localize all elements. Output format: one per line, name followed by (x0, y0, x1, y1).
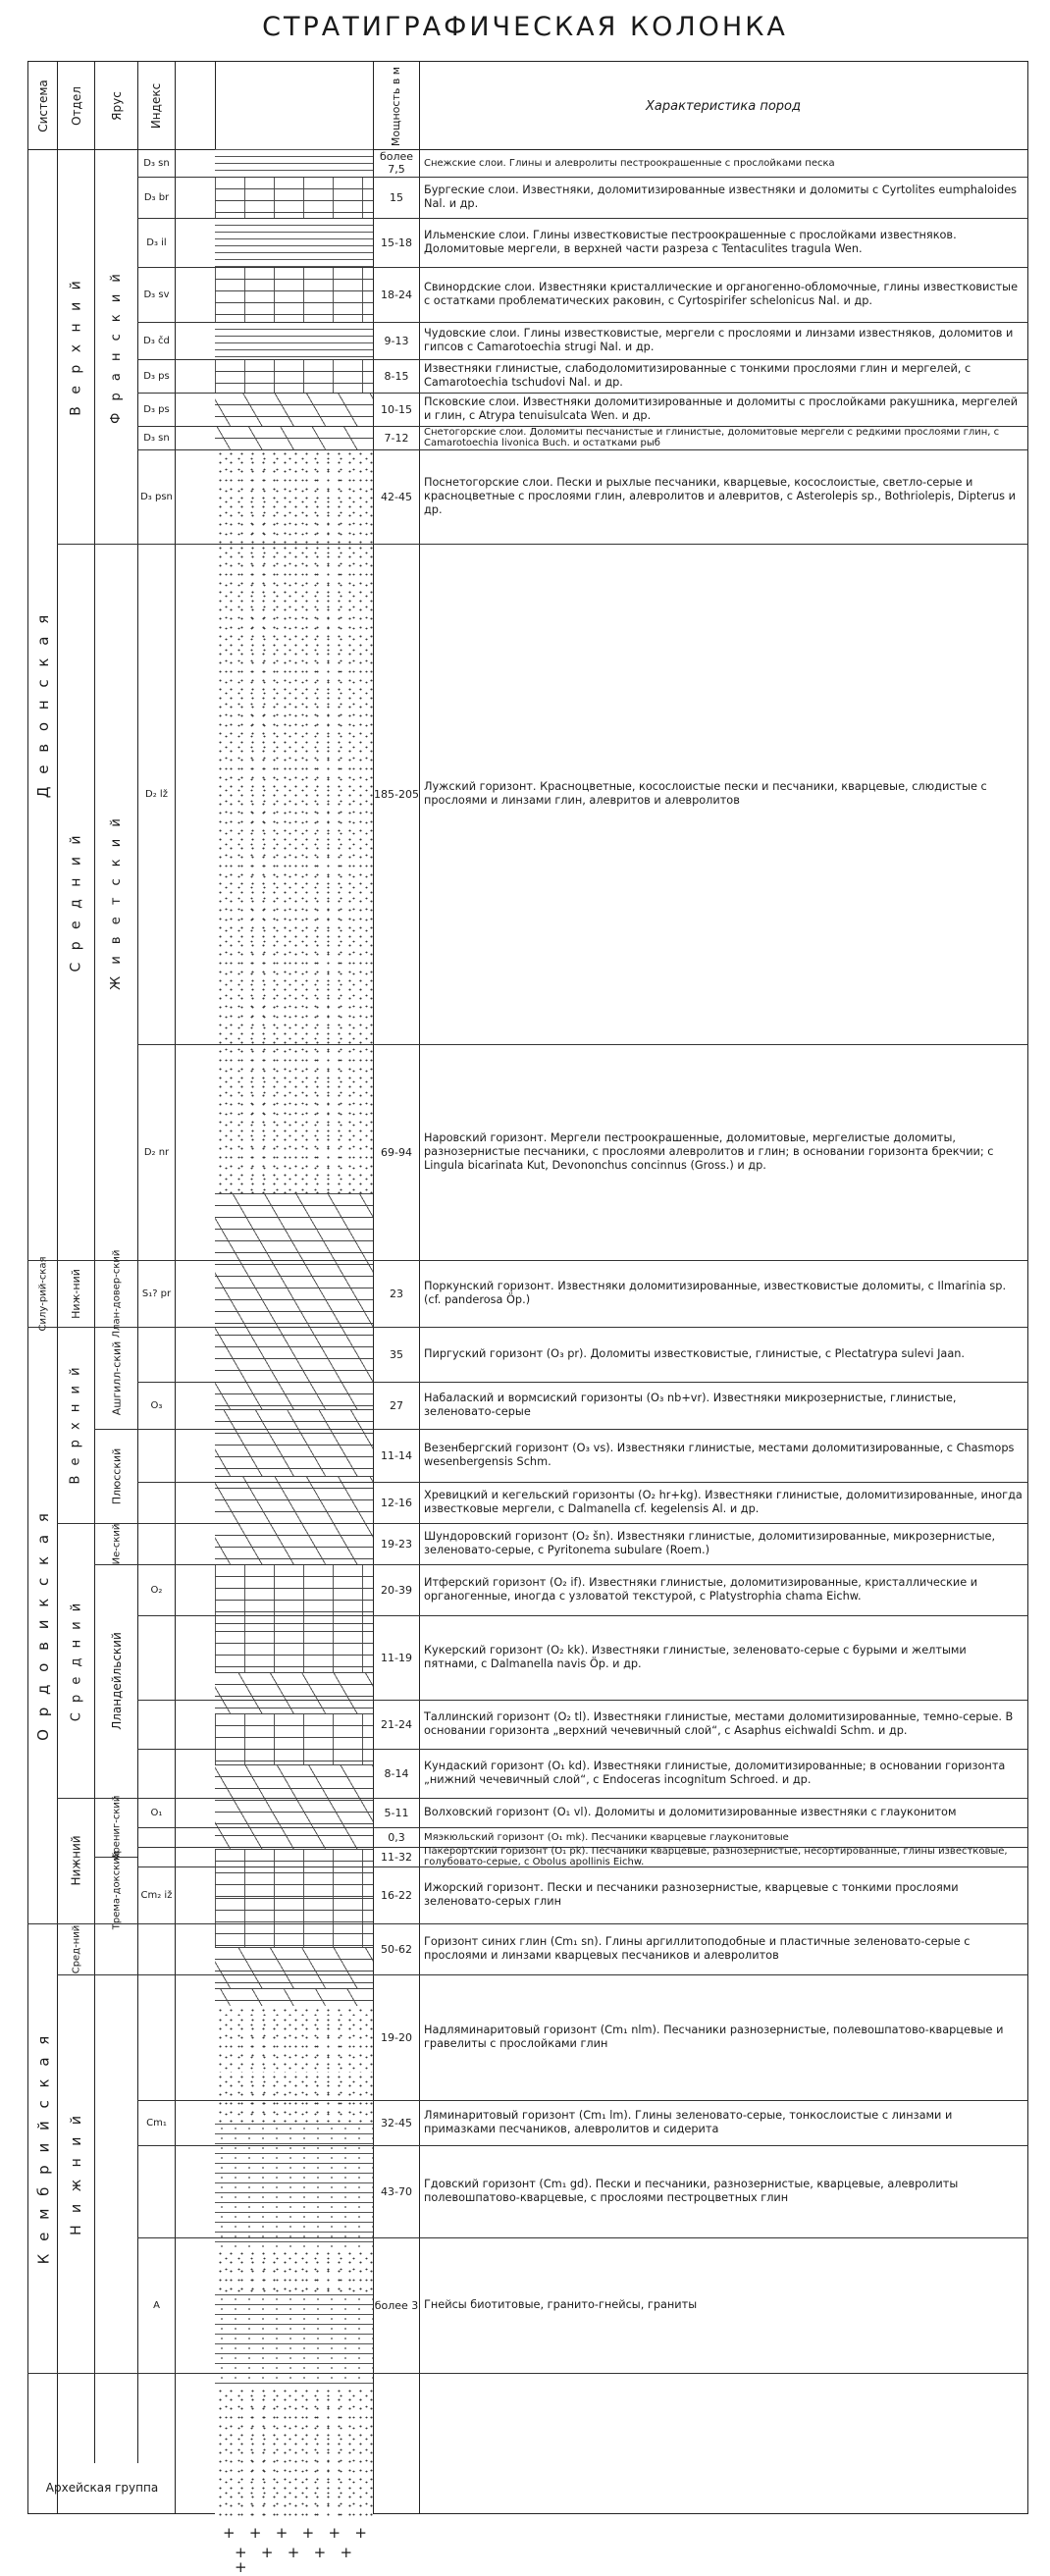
row-description-text: Хревицкий и кегельский горизонты (O₂ hr+kg). Известняки глинистые, доломитизированные, иногда известковые мергели, с Dalmanella cf. kegelensis Al. и др. (424, 1489, 1023, 1515)
row-description-text: Таллинский горизонт (O₂ tl). Известняки глинистые, местами доломитизированные, темно-серые. В основании горизонта „верхний чечевичный слой“, с Asaphus eichwaldi Schm. и др. (424, 1710, 1014, 1737)
row-index (138, 2145, 175, 2237)
lith-layer (215, 1476, 373, 1564)
row-description (424, 2145, 1023, 2237)
row-description (424, 1615, 1023, 1700)
header-thickness: Мощность в м (390, 66, 403, 146)
lith-layer (215, 2124, 373, 2249)
row-description-text: Шундоровский горизонт (O₂ šn). Известняки глинистые, доломитизированные, микрозернистые, зеленовато-серые, с Pyritonema subulare (Roem.) (424, 1530, 996, 1556)
row-thickness: 10-15 (381, 402, 412, 416)
row-index: D₂ lž (145, 788, 168, 800)
row-description-text: Ижорский горизонт. Пески и песчаники разнозернистые, кварцевые с тонкими прослоями зеленовато-серых глин (424, 1881, 959, 1908)
row-index (138, 1749, 175, 1798)
row-index: O₂ (150, 1584, 163, 1596)
row-thickness: 42-45 (381, 490, 412, 503)
row-description (424, 218, 1023, 267)
lith-layer-gneiss: + + + + + + + + + + + + (215, 2522, 373, 2566)
row-index: D₃ br (143, 191, 170, 203)
row-thickness: более 7,5 (379, 150, 414, 176)
row-index: D₃ psn (140, 491, 173, 502)
stage-llandovery: Ллан-довер-ский (111, 1249, 123, 1338)
row-thickness: 11-19 (381, 1651, 412, 1664)
row-thickness: 11-32 (381, 1850, 412, 1864)
row-thickness: 19-20 (381, 2030, 412, 2044)
row-description (424, 1866, 1023, 1923)
lith-layer (215, 1947, 373, 1988)
row-description-text: Лужский горизонт. Красноцветные, косослоистые пески и песчаники, кварцевые, слюдистые с прослоями и линзами глин, алевритов и алевролитов (424, 780, 987, 807)
row-description-text: Кукерский горизонт (O₂ kk). Известняки глинистые, зеленовато-серые с бурыми и желтыми пятнами, с Dalmanella navis Öp. и др. (424, 1644, 967, 1670)
system-ordovician: О р д о в и к с к а я (34, 1509, 53, 1741)
lith-layer (215, 1713, 373, 1764)
row-description (424, 1044, 1023, 1260)
row-description-text: Набалаский и вормсиский горизонты (O₃ nb+vr). Известняки микрозернистые, глинистые, зеленовато-серые (424, 1392, 957, 1418)
row-thickness: 19-23 (381, 1537, 412, 1551)
series-devonian-upper: В е р х н и й (68, 277, 84, 416)
row-description (424, 267, 1023, 322)
header-characteristics: Характеристика пород (646, 98, 801, 114)
stage-ashgill: Ашгилл-ский (110, 1341, 124, 1415)
row-description-text: Известняки глинистые, слабодоломитизированные с тонкими прослоями глин и мергелей, с Camarotoechia tschudovi Nal. и др. (424, 362, 971, 389)
row-thickness: 43-70 (381, 2184, 412, 2198)
row-thickness: более 3 (374, 2298, 419, 2312)
series-silurian-lower: Ниж-ний (70, 1268, 83, 1319)
row-description (424, 2100, 1023, 2145)
row-index (138, 1523, 175, 1564)
row-index: Cm₁ (146, 2117, 167, 2129)
row-thickness: 15-18 (381, 236, 412, 249)
lith-layer (215, 1988, 373, 2006)
boundary-rule (57, 1523, 137, 1524)
row-index: D₃ sn (143, 157, 170, 169)
row-description (424, 1482, 1023, 1523)
row-thickness: 35 (390, 1347, 403, 1361)
row-thickness: 32-45 (381, 2116, 412, 2129)
boundary-rule (94, 1429, 137, 1430)
lith-layer (215, 1764, 373, 1849)
lith-layer (215, 544, 373, 1193)
row-description-text: Ляминаритовый горизонт (Cm₁ lm). Глины зеленовато-серые, тонкослоистые с линзами и примазками песчаников, алевролитов и сидерита (424, 2109, 953, 2135)
row-thickness: 12-16 (381, 1496, 412, 1509)
lith-layer (215, 1409, 373, 1476)
row-index: O₁ (150, 1807, 163, 1818)
header-stage: Ярус (109, 91, 124, 121)
stage-plyussky: Плюсский (110, 1447, 124, 1504)
row-description (424, 359, 1023, 393)
row-description (424, 1382, 1023, 1429)
row-description (424, 449, 1023, 544)
row-description-text: Везенбергский горизонт (O₃ vs). Известняки глинистые, местами доломитизированные, с Chasmops wesenbergensis Schm. (424, 1442, 1015, 1468)
row-thickness: 50-62 (381, 1942, 412, 1956)
stage-arenig: Арениг-ский (111, 1795, 122, 1860)
row-description-text: Горизонт синих глин (Cm₁ sn). Глины аргиллитоподобные и пластичные зеленовато-серые с прослоями и линзами кварцевых песчаников и алевролитов (424, 1935, 971, 1962)
row-description (424, 1749, 1023, 1798)
series-ordovician-lower: Нижний (69, 1835, 83, 1886)
row-description (424, 322, 1023, 359)
series-cambrian-middle: Сред-ний (71, 1924, 82, 1973)
row-description-text: Чудовские слои. Глины известковистые, мергели с прослоями и линзами известняков, доломитов и гипсов с Camarotoechia strugi Nal. и др. (424, 327, 1014, 353)
stage-givetian: Ж и в е т с к и й (109, 814, 125, 990)
row-index (138, 1482, 175, 1523)
row-description-text: Свинордские слои. Известняки кристаллические и органогенно-обломочные, глины известковистые с остатками проблематических раковин, с Cyrtospirifer schelonicus Nal. и др. (424, 281, 1019, 307)
row-description-text: Ильменские слои. Глины известковистые пестроокрашенные с прослойками известняков. Доломитовые мергели, в верхней части разреза с Tentaculites tragula Wen. (424, 229, 957, 255)
page-title: СТРАТИГРАФИЧЕСКАЯ КОЛОНКА (262, 12, 788, 42)
row-description-text: Пиргуский горизонт (O₃ pr). Доломиты известковистые, глинистые, с Plectatrypa sulevi Jaan. (424, 1347, 966, 1360)
row-index: S₁? pr (141, 1288, 172, 1299)
row-description-text: Наровский горизонт. Мергели пестроокрашенные, доломитовые, мергелистые доломиты, разнозернистые песчаники, с прослоями алевролитов и глин; в основании горизонта брекчии; с Lingula bicarinata Kut, Devononchus concinnus (Gross.) и др. (424, 1131, 994, 1172)
row-index: D₃ il (146, 237, 167, 248)
row-description (424, 1923, 1023, 1974)
lith-layer (215, 449, 373, 544)
row-description-text: Пакерортский горизонт (O₁ pk). Песчаники кварцевые, разнозернистые, несортированные, глины известковые, голубовато-серые, с Obolus apollinis Eichw. (424, 1846, 1008, 1867)
row-index: D₃ sv (143, 289, 170, 300)
row-index: D₃ sn (143, 432, 170, 444)
row-description-text: Бургеские слои. Известняки, доломитизированные известняки и доломиты с Cyrtolites eumphaloides Nal. и др. (424, 184, 1018, 210)
row-thickness: 23 (390, 1287, 403, 1300)
row-index (138, 1429, 175, 1482)
lith-layer (215, 359, 373, 393)
boundary-rule (57, 1798, 137, 1799)
row-description (424, 2237, 1023, 2373)
boundary-rule (94, 1564, 137, 1565)
stage-ie: Ие-ский (111, 1523, 122, 1564)
row-description (424, 1564, 1023, 1615)
row-index: Cm₂ iž (140, 1889, 173, 1901)
row-thickness: 9-13 (384, 334, 409, 347)
row-description-text: Снежские слои. Глины и алевролиты пестроокрашенные с прослойками песка (424, 157, 835, 169)
row-description (424, 544, 1023, 1044)
row-index (138, 1974, 175, 2100)
lith-layer (215, 1849, 373, 1898)
header-index: Индекс (149, 82, 164, 130)
row-description-text: Гнейсы биотитовые, гранито-гнейсы, граниты (424, 2298, 698, 2311)
system-silurian: Силу-рий-ская (37, 1255, 49, 1332)
header-system: Система (36, 79, 50, 132)
lith-layer (215, 2073, 373, 2124)
stage-llandeilo: Лландейльский (109, 1632, 124, 1730)
series-cambrian-lower: Н и ж н и й (68, 2112, 84, 2235)
row-description (424, 1523, 1023, 1564)
row-bottom-rule (137, 2373, 1028, 2374)
lith-layer (215, 177, 373, 218)
row-index: O₃ (150, 1399, 163, 1411)
divider-index (175, 61, 176, 2514)
lith-layer (215, 267, 373, 322)
lith-layer (215, 426, 373, 449)
row-description (424, 1847, 1023, 1866)
lith-layer (215, 2016, 373, 2073)
row-description-text: Поснетогорские слои. Пески и рыхлые песчаники, кварцевые, косослоистые, светло-серые и красноцветные с прослоями глин, алевролитов и алевритов, с Asterolepis sp., Bothriolepis, Dipterus и др. (424, 476, 1016, 516)
row-thickness: 5-11 (384, 1806, 409, 1819)
row-description (424, 1429, 1023, 1482)
divider-characteristics (419, 61, 420, 2514)
row-index: D₃ ps (143, 403, 170, 415)
system-devonian: Д е в о н с к а я (34, 610, 53, 799)
lith-layer (215, 322, 373, 359)
row-index: D₃ čd (143, 335, 170, 346)
row-thickness: 27 (390, 1398, 403, 1412)
row-thickness: 15 (390, 190, 403, 204)
row-index (138, 1827, 175, 1847)
row-thickness: 8-15 (384, 369, 409, 383)
row-index: D₂ nr (143, 1146, 170, 1158)
row-description-text: Итферский горизонт (O₂ if). Известняки глинистые, доломитизированные, кристаллические и органогенные, иногда с узловатой текстурой, с Platystrophia chama Eichw. (424, 1576, 978, 1603)
row-index (138, 1923, 175, 1974)
system-cambrian: К е м б р и й с к а я (34, 2031, 53, 2265)
row-description (424, 1700, 1023, 1749)
row-description-text: Волховский горизонт (O₁ vl). Доломиты и доломитизированные известняки с глауконитом (424, 1806, 957, 1818)
row-description-text: Псковские слои. Известняки доломитизированные и доломиты с прослойками ракушника, мергелей и глин, с Atrypa tenuisulcata Wen. и др. (424, 395, 1019, 422)
row-index (138, 1615, 175, 1700)
row-thickness: 69-94 (381, 1145, 412, 1159)
row-thickness: 11-14 (381, 1448, 412, 1462)
row-description (424, 1327, 1023, 1382)
row-description-text: Снетогорские слои. Доломиты песчанистые и глинистые, доломитовые мергели с редкими прослоями глин, с Camarotoechia livonica Buch. и остатками рыб (424, 427, 1000, 448)
lith-layer (215, 2006, 373, 2016)
row-thickness: 0,3 (388, 1830, 405, 1844)
lith-layer (215, 2249, 373, 2294)
lith-layer (215, 149, 373, 177)
row-description (424, 177, 1023, 218)
row-thickness: 8-14 (384, 1766, 409, 1780)
row-thickness: 16-22 (381, 1888, 412, 1902)
row-description (424, 426, 1023, 449)
row-description (424, 1974, 1023, 2100)
series-ordovician-middle: С р е д н и й (69, 1600, 84, 1721)
boundary-rule (94, 1857, 137, 1858)
row-description (424, 1798, 1023, 1827)
row-description (424, 1260, 1023, 1327)
stage-tremadoc: Трема-докский (111, 1851, 122, 1929)
lith-layer (215, 218, 373, 267)
lith-layer (215, 1898, 373, 1947)
lith-layer (215, 1672, 373, 1713)
lith-layer (215, 1193, 373, 1409)
row-description-text: Мяэкюльский горизонт (O₁ mk). Песчаники кварцевые глауконитовые (424, 1831, 789, 1843)
lith-layer (215, 393, 373, 426)
row-description-text: Кундаский горизонт (O₁ kd). Известняки глинистые, доломитизированные; в основании горизонта „нижний чечевичный слой“, с Endoceras incognitum Schroed. и др. (424, 1760, 1006, 1786)
series-devonian-middle: С р е д н и й (68, 831, 84, 973)
row-thickness: 18-24 (381, 288, 412, 301)
row-thickness: 21-24 (381, 1717, 412, 1731)
row-thickness: 20-39 (381, 1583, 412, 1597)
row-thickness: 185-205 (374, 787, 419, 801)
lithology-column (215, 149, 373, 2576)
row-thickness: 7-12 (384, 431, 409, 445)
row-description (424, 149, 1023, 177)
stage-frasnian: Ф р а н с к и й (109, 269, 125, 424)
archean-group-label: Архейская группа (45, 2480, 159, 2495)
row-index (138, 1327, 175, 1382)
row-description (424, 1827, 1023, 1847)
row-description (424, 393, 1023, 426)
header-series: Отдел (69, 86, 83, 126)
lith-layer (215, 1631, 373, 1672)
row-index: D₃ ps (143, 370, 170, 382)
row-index: A (153, 2299, 160, 2311)
boundary-rule (57, 1974, 137, 1975)
lith-layer (215, 1564, 373, 1631)
row-description-text: Поркунский горизонт. Известняки доломитизированные, известковистые доломиты, с Ilmarinia sp. (cf. panderosa Öp.) (424, 1280, 1007, 1306)
row-description-text: Надляминаритовый горизонт (Cm₁ nlm). Песчаники разнозернистые, полевошпатово-кварцевые и гравелиты с прослойками глин (424, 2024, 1004, 2050)
lith-layer (215, 2387, 373, 2522)
row-index (138, 1847, 175, 1866)
series-ordovician-upper: В е р х н и й (69, 1363, 83, 1485)
row-description-text: Гдовский горизонт (Cm₁ gd). Пески и песчаники, разнозернистые, кварцевые, алевролиты полевошпатово-кварцевые, с прослоями пестроцветных глин (424, 2178, 959, 2204)
row-index (138, 1700, 175, 1749)
